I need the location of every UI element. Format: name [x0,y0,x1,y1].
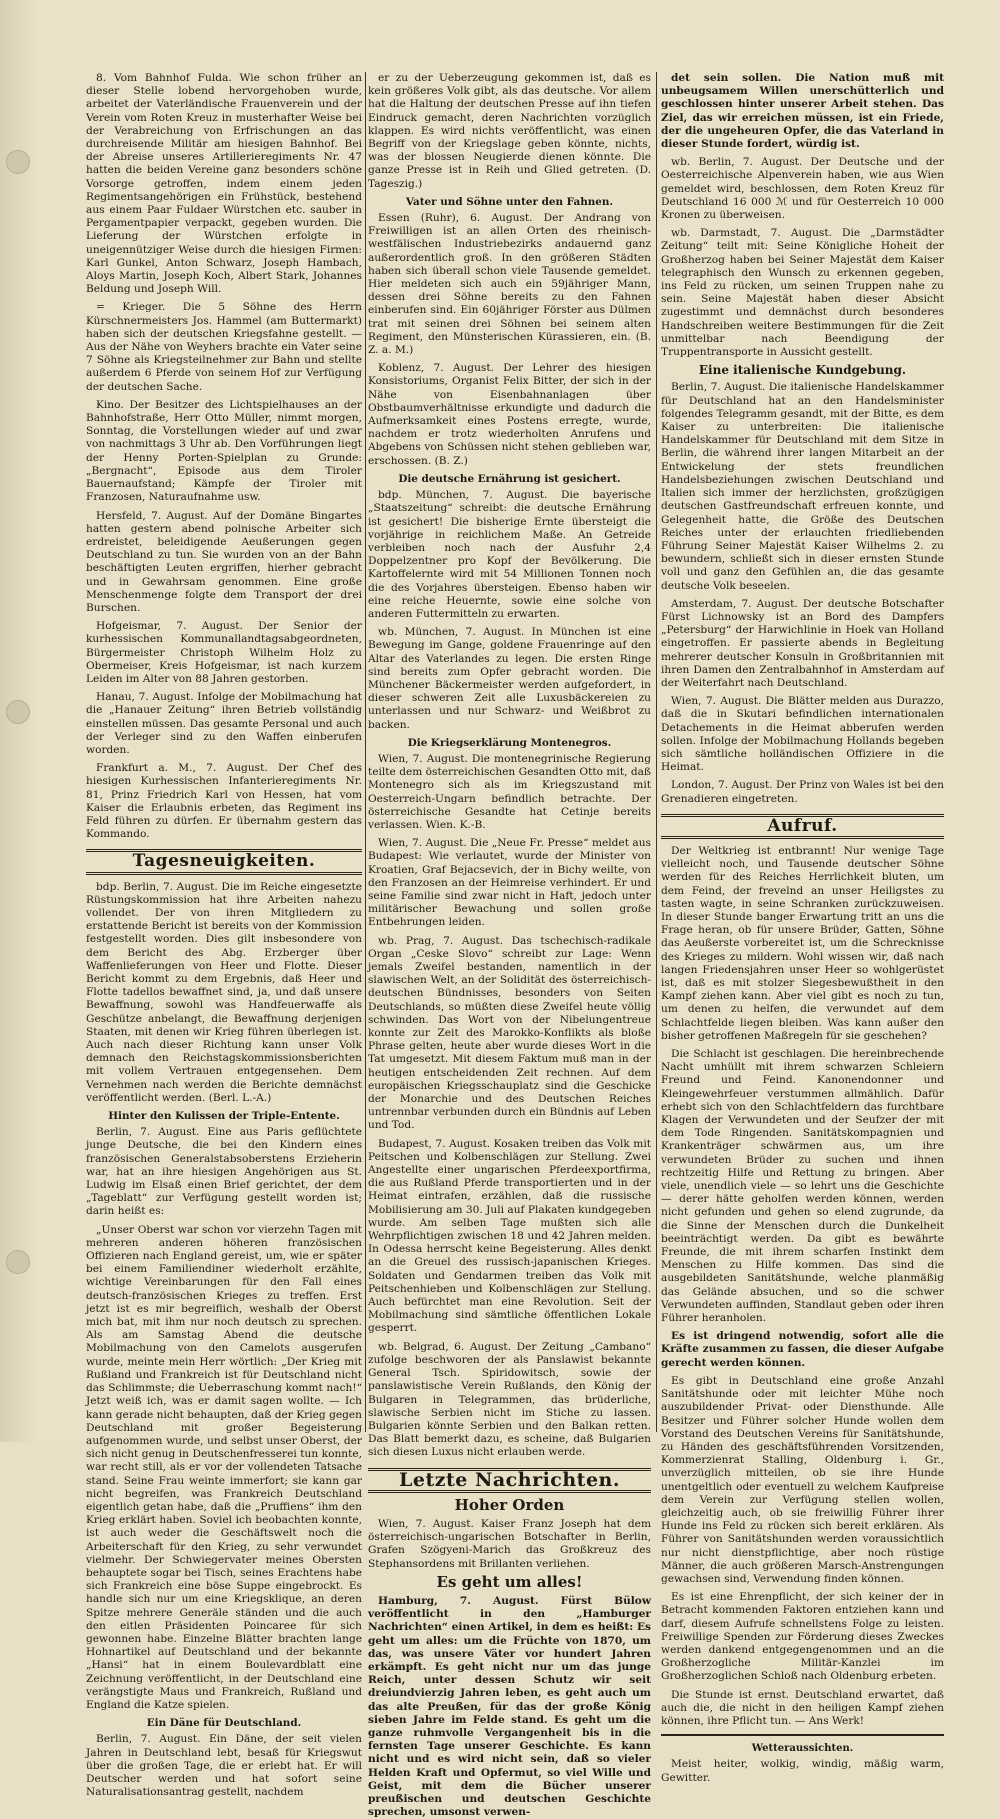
article-darmstadt: wb. Darmstadt, 7. August. Die „Darmstädter Zeitung“ teilt mit: Seine Königliche Hoheit der Großherzog haben bei Seiner Majestät dem Kaiser telegraphisch den Wunsch zu erkennen gegeben, ins Feld zu rücken, um seinen Truppen nahe zu sein. Seine Majestät haben dieser Absicht zugestimmt und demnächst durch besonderes Handschreiben weitere Bestimmungen für die Zeit unmittelbar nach Beendigung der Truppentransporte in Aussicht gestellt. [661,227,944,359]
article-wien-montenegro: Wien, 7. August. Die montenegrinische Regierung teilte dem österreichischen Gesandten Otto mit, daß Montenegro sich als im Kriegszustand mit Oesterreich-Ungarn befindlich betrachte. Der österreichische Gesandte hat Cetinje bereits verlassen. Wien. K.-B. [368,752,651,831]
binding-hole [6,700,30,724]
article-wien-durazzo: Wien, 7. August. Die Blätter melden aus Durazzo, daß die in Skutari befindlichen internationalen Detachements in die Heimat abberufen werden sollen. Infolge der Mobilmachung Hollands begeben sich sämtliche holländischen Offiziere in die Heimat. [661,695,944,774]
aufruf-paragraph-3: Es ist dringend notwendig, sofort alle die Kräfte zusammen zu fassen, die dieser Aufgabe gerecht werden können. [661,1330,944,1369]
article-hersfeld: Hersfeld, 7. August. Auf der Domäne Bingartes hatten gestern abend polnische Arbeiter sich erdreistet, beleidigende Aeußerungen gegen Deutschland zu tun. Sie wurden von an der Bahn beschäftigten Leuten ergriffen, hierher gebracht und in Gewahrsam genommen. Eine große Menschenmenge folgte dem Transport der drei Burschen. [86,509,362,614]
article-brief-zitat: „Unser Oberst war schon vor vierzehn Tagen mit mehreren anderen höheren französischen Offizieren nach England gereist, um, wie er später bei einem Familiendiner wiederholt erzählte, wichtige Vereinbarungen für den Fall eines deutsch-französischen Krieges zu treffen. Erst jetzt ist es mir begreiflich, weshalb der Oberst mich bat, mit ihm nur noch deutsch zu sprechen. Als am Samstag Abend die deutsche Mobilmachung von den Camelots ausgerufen wurde, meinte mein Herr wörtlich: „Der Krieg mit Rußland und Frankreich ist für Deutschland nicht das Schlimmste; die Ueberraschung kommt nach!“ Jetzt weiß ich, was er damit sagen wollte. — Ich kann gerade nicht behaupten, daß der Krieg gegen Deutschland mit großer Begeisterung aufgenommen wurde, und selbst unser Oberst, der sich nicht genug in Deutschenfresserei tun konnte, war recht still, als er vor der vollendeten Tatsache stand. Seine Frau weinte immerfort; sie kann gar nicht begreifen, was Frankreich Deutschland eigentlich getan habe, daß die „Pruffiens“ ihm den Krieg erklärt haben. Soviel ich beobachten konnte, ist auch weder die Geschäftswelt noch die Arbeiterschaft für den Krieg, zu sehr verwundet vielmehr. Der Schwiegervater meines Obersten behauptete sogar bei Tisch, seines Erachtens habe sich Frankreich eine böse Suppe eingebrockt. Es handle sich nur um eine Kriegsklique, an deren Spitze mehrere Generäle ständen und die auch den eitlen Präsidenten Poincaree für sich gewonnen habe. Einzelne Blätter brachten lange Hohnartikel auf Deutschland und der bekannte „Hansi“ hat in einem Boulevardblatt eine Zeichnung veröffentlicht, in der Deutschland eine verängstigte Maus und Frankreich, Rußland und England die Katze spielen. [86,1223,362,1711]
article-krieger: = Krieger. Die 5 Söhne des Herrn Kürschnermeisters Jos. Hammel (am Buttermarkt) haben sich der deutschen Kriegsfahne gestellt. — Aus der Nähe von Weyhers brachte ein Vater seine 7 Söhne als Kriegsteilnehmer zur Bahn und stellte außerdem 6 Pferde von seinem Hof zur Verfügung der deutschen Sache. [86,301,362,393]
aufruf-paragraph-5: Es ist eine Ehrenpflicht, der sich keiner der in Betracht kommenden Faktoren entziehen kann und darf, diesem Aufrufe schnellstens Folge zu leisten. Freiwillige Spenden zur Förderung dieses Zweckes werden dankend entgegengenommen und an die Großherzogliche Militär-Kanzlei im Großherzoglichen Schloß nach Oldenburg erbeten. [661,1591,944,1683]
article-belgrad: wb. Belgrad, 6. August. Der Zeitung „Cambano“ zufolge beschworen der als Panslawist bekannte General Tsch. Spiridowitsch, sowie der panslawistische Verein Rußlands, den König der Bulgaren in Telegrammen, das brüderliche, slawische Serbien nicht im Stiche zu lassen. Bulgarien könnte Serbien und den Balkan retten. Das Blatt bemerkt dazu, es scheine, daß Bulgarien sich diesen Luxus nicht erlauben werde. [368,1340,651,1459]
weather-box [661,1734,944,1785]
section-heading-tagesneuigkeiten: Tagesneuigkeiten. [86,849,362,874]
section-heading-aufruf: Aufruf. [661,814,944,839]
article-wien-budapest: Wien, 7. August. Die „Neue Fr. Presse“ meldet aus Budapest: Wie verlautet, wurde der Minister von Kroatien, Graf Bejacsevich, der in Bichy weilte, von den Franzosen an der Heimreise verhindert. Er und seine Familie sind zwar nicht in Haft, jedoch unter militärischer Bewachung und sollen große Entbehrungen leiden. [368,837,651,929]
article-daene-continued: er zu der Ueberzeugung gekommen ist, daß es kein größeres Volk gibt, als das deutsche. Vor allem hat die Haltung der deutschen Presse auf ihn tiefen Eindruck gemacht, deren Nachrichten vorzüglich klappen. Es wird nichts veröffentlicht, was einen Begriff von der Kriegslage geben könnte, nichts, was der blossen Neugierde dienen könnte. Die ganze Presse ist in Reih und Glied getreten. (D. Tageszig.) [368,72,651,190]
article-prag: wb. Prag, 7. August. Das tschechisch-radikale Organ „Ceske Slovo“ schreibt zur Lage: Wenn jemals Zweifel bestanden, namentlich in der slawischen Welt, an der Solidität des österreichisch-deutschen Bündnisses, besonders von Seiten Deutschlands, so müßten diese Zweifel heute völlig schwinden. Das Wort von der Nibelungentreue konnte zur Zeit des Marokko-Konflikts als bloße Phrase gelten, heute aber wurde dieses Wort in die Tat umgesetzt. Mit diesem Faktum muß man in der heutigen entscheidenden Zeit rechnen. Auf dem europäischen Kriegsschauplatz sind die Geschicke der Monarchie und des Deutschen Reiches untrennbar verbunden durch ein Bündnis auf Leben und Tod. [368,934,651,1132]
article-italienische-handelskammer: Berlin, 7. August. Die italienische Handelskammer für Deutschland hat an den Handelsminister folgendes Telegramm gesandt, mit der Bitte, es dem Kaiser zu unterbreiten: Die italienische Handelskammer für Deutschland mit dem Sitze in Berlin, die während ihrer langen Mitarbeit an der Entwickelung der stets freundlichen Handelsbeziehungen zwischen Deutschland und Italien sich immer der herzlichsten, großzügigen deutschen Gastfreundschaft erfreuen konnte, und Gelegenheit hatte, die Größe des Deutschen Reiches unter der erlauchten friedliebenden Führung Seiner Majestät Kaiser Wilhelms 2. zu bewundern, schließt sich in dieser ernsten Stunde voll und ganz den Gefühlen an, die das gesamte deutsche Volk beseelen. [661,381,944,592]
article-kino: Kino. Der Besitzer des Lichtspielhauses an der Bahnhofstraße, Herr Otto Müller, nimmt morgen, Sonntag, die Vorstellungen wieder auf und zwar von nachmittags 3 Uhr ab. Den Vorführungen liegt der Henny Porten-Spielplan zu Grunde: „Bergnacht“, Episode aus dem Tiroler Bauernaufstand; Kämpfe der Tiroler mit Franzosen, Naturaufnahme usw. [86,398,362,504]
column-right [661,72,944,1784]
article-koblenz: Koblenz, 7. August. Der Lehrer des hiesigen Konsistoriums, Organist Felix Bitter, der sich in der Nähe von Eisenbahnanlagen über Obstbaumverhältnisse erkundigte und dadurch die Aufmerksamkeit eines Postens erregte, wurde, nachdem er trotz wiederholten Anrufens und Abgebens von Schüssen nicht stehen geblieben war, erschossen. (B. Z.) [368,362,651,467]
article-essen: Essen (Ruhr), 6. August. Der Andrang von Freiwilligen ist an allen Orten des rheinisch-westfälischen Industriebezirks andauernd ganz außerordentlich groß. In den größeren Städten haben sich überall schon viele Tausende gemeldet. Hier meldeten sich auch ein 59jähriger Mann, dessen drei Söhne bereits zu den Fahnen einberufen sind. Ein 60jähriger Förster aus Dülmen trat mit seinen drei Söhnen bei seinem alten Regiment, den Münsterischen Kürassieren, ein. (B. Z. a. M.) [368,212,651,357]
article-amsterdam: Amsterdam, 7. August. Der deutsche Botschafter Fürst Lichnowsky ist an Bord des Dampfers „Petersburg“ der Harwichlinie in Hoek van Holland eingetroffen. Er passierte abends in Begleitung mehrerer deutscher Konsuln in Großbritannien mit ihren Damen den Zentralbahnhof in Amsterdam auf der Weiterfahrt nach Deutschland. [661,597,944,689]
column-middle [368,72,651,1819]
subheading-hoher-orden: Hoher Orden [454,1495,565,1514]
article-wien-orden: Wien, 7. August. Kaiser Franz Joseph hat dem österreichisch-ungarischen Botschafter in Berlin, Grafen Szögyeni-Marich das Großkreuz des Stephansordens mit Brillanten verliehen. [368,1517,651,1570]
article-ruestungskommission: bdp. Berlin, 7. August. Die im Reiche eingesetzte Rüstungskommission hat ihre Arbeiten nahezu vollendet. Der von ihren Mitgliedern zu erstattende Bericht ist bereits von der Kommission festgestellt worden. Dies gilt insbesondere von dem Bericht des Abg. Erzberger über Waffenlieferungen von Heer und Flotte. Dieser Bericht kommt zu dem Ergebnis, daß Heer und Flotte tadellos bewaffnet sind, ja, und daß unsere Bewaffnung, sowohl was Handfeuerwaffe als Geschütze anbelangt, die Bewaffnung derjenigen Staaten, mit denen wir Krieg führen überlegen ist. Auch nach dieser Richtung kann unser Volk demnach den Reichstagskommissionsberichten mit vollem Vertrauen entgegensehen. Dem Vernehmen nach werden die Berichte demnächst veröffentlicht werden. (Berl. L.-A.) [86,880,362,1104]
article-daene: Berlin, 7. August. Ein Däne, der seit vielen Jahren in Deutschland lebt, besaß für Kriegswut über die großen Tage, die er erlebt hat. Er will Deutscher werden und hat sofort seine Naturalisationsantrag gestellt, nachdem [86,1733,362,1799]
column-rule [365,72,366,1432]
article-budapest-kosaken: Budapest, 7. August. Kosaken treiben das Volk mit Peitschen und Kolbenschlägen zur Stellung. Zwei Angestellte einer ungarischen Pferdeexportfirma, die aus Rußland Pferde transportierten und in der Heimat eintrafen, erzählen, daß die russische Mobilisierung am 30. Juli auf Plakaten kundgegeben wurde. Am selben Tage mußten sich alle Wehrpflichtigen zwischen 18 und 42 Jahren melden. In Odessa herrscht keine Begeisterung. Alles denkt an die Greuel des russisch-japanischen Krieges. Soldaten und Gendarmen treiben das Volk mit Peitschenhieben und Kolbenschlägen zur Stellung. Auch befürchtet man eine Revolution. Seit der Mobilmachung sind sämtliche öffentlichen Lokale gesperrt. [368,1137,651,1335]
article-hofgeismar: Hofgeismar, 7. August. Der Senior der kurhessischen Kommunallandtagsabgeordneten, Bürgermeister Christoph Wilhelm Holz zu Obermeiser, Kreis Hofgeismar, ist nach kurzem Leiden im Alter von 88 Jahren gestorben. [86,620,362,685]
article-hanau: Hanau, 7. August. Infolge der Mobilmachung hat die „Hanauer Zeitung“ ihren Betrieb vollständig einstellen müssen. Das gesamte Personal und auch der Verleger sind zu den Waffen einberufen worden. [86,691,362,756]
subheading-wetteraussichten: Wetteraussichten. [751,1743,854,1755]
article-muenchen-ernte: bdp. München, 7. August. Die bayerische „Staatszeitung“ schreibt: die deutsche Ernährung ist gesichert! Die bisherige Ernte übersteigt die vorjährige in reichlichem Maße. An Getreide verbleiben noch nach der Ausfuhr 2,4 Doppelzentner pro Kopf der Bevölkerung. Die Kartoffelernte wird mit 54 Millionen Tonnen noch die des Vorjahres übersteigen. Ebenso haben wir eine reiche Heuernte, sowie eine solche von anderen Futtermitteln zu erwarten. [368,489,651,620]
subheading-ernaehrung: Die deutsche Ernährung ist gesichert. [398,472,621,485]
subheading-kulissen: Hinter den Kulissen der Triple-Entente. [108,1110,340,1123]
binding-hole [6,150,30,174]
aufruf-paragraph-2: Die Schlacht ist geschlagen. Die hereinbrechende Nacht umhüllt mit ihrem schwarzen Schleiern Freund und Feind. Kanonendonner und Kleingewehrfeuer verstummen allmählich. Dafür erhebt sich von den Schlachtfeldern das furchtbare Klagen der Verwundeten und der Seufzer der mit dem Tode Ringenden. Sanitätskompagnien und Krankenträger schwärmen aus, um ihre verwundeten Brüder zu suchen und ihnen rechtzeitig Hilfe und Rettung zu bringen. Aber viele, unendlich viele — so lehrt uns die Geschichte — derer hätte geholfen werden können, werden nicht gefunden und gehen so elend zugrunde, da die Sinne der Menschen durch die Dunkelheit beeinträchtigt werden. Da gibt es bewährte Freunde, die mit ihrem scharfen Instinkt dem Menschen zu Hilfe kommen. Das sind die ausgebildeten Sanitätshunde, welche planmäßig das Gelände absuchen, und so die schwer Verwundeten auffinden, Standlaut geben oder ihren Führer heranholen. [661,1048,944,1325]
subheading-montenegro: Die Kriegserklärung Montenegros. [407,736,612,749]
subheading-es-geht-um-alles: Es geht um alles! [436,1572,583,1591]
article-buelow-continued: det sein sollen. Die Nation muß mit unbeugsamem Willen unerschütterlich und geschlossen hinter unserer Arbeit stehen. Das Ziel, das wir erreichen müssen, ist ein Friede, der die ungeheuren Opfer, die das Vaterland in dieser Stunde fordert, würdig ist. [661,72,944,151]
aufruf-paragraph-4: Es gibt in Deutschland eine große Anzahl Sanitätshunde oder mit leichter Mühe noch auszubildender Privat- oder Diensthunde. Alle Besitzer und Führer solcher Hunde wollen dem Vorstand des Deutschen Vereins für Sanitätshunde, zu Händen des geschäftsführenden Vorsitzenden, Kommerzienrat Stalling, Oldenburg i. Gr., unverzüglich mitteilen, ob sie ihre Hunde unentgeltlich oder eventuell zu welchem Kaufpreise dem Verein zur Verfügung stellen wollen, gleichzeitig auch, ob sie freiwillig Führer ihrer Hunde ins Feld zu rücken sich bereit erklären. Als Führer von Sanitätshunden werden voraussichtlich nur nicht dienstpflichtige, aber noch rüstige Männer, die auch größeren Marsch-Anstrengungen gewachsen sind, Verwendung finden können. [661,1374,944,1585]
section-heading-letzte-nachrichten: Letzte Nachrichten. [368,1468,651,1493]
subheading-italienische-kundgebung: Eine italienische Kundgebung. [698,363,907,378]
weather-forecast: Meist heiter, wolkig, windig, mäßig warm, Gewitter. [661,1758,944,1784]
subheading-daene: Ein Däne für Deutschland. [146,1717,302,1730]
article-london: London, 7. August. Der Prinz von Wales ist bei den Grenadieren eingetreten. [661,779,944,805]
aufruf-paragraph-6: Die Stunde ist ernst. Deutschland erwartet, daß auch die, die nicht in den heiligen Kampf ziehen können, ihre Pflicht tun. — Ans Werk! [661,1688,944,1727]
article-bahnhof-fulda: 8. Vom Bahnhof Fulda. Wie schon früher an dieser Stelle lobend hervorgehoben wurde, arbeitet der Vaterländische Frauenverein und der Verein vom Roten Kreuz in musterhafter Weise bei der Verabreichung von Erfrischungen an das durchreisende Militär am hiesigen Bahnhof. Bei der Abreise unseres Artillerieregiments Nr. 47 hatten die beiden Vereine ganz besonders schöne Vorsorge getroffen, indem einem jeden Regimentsangehörigen ein Frühstück, bestehend aus einem Paar Fuldaer Würstchen etc. sauber in Pergamentpapier verpackt, gegeben wurden. Die Lieferung der Würstchen erfolgte in uneigennütziger Weise durch die hiesigen Firmen: Karl Gunkel, Anton Schwarz, Joseph Hambach, Aloys Martin, Joseph Koch, Albert Stark, Johannes Beldung und Joseph Will. [86,72,362,296]
article-alpenverein: wb. Berlin, 7. August. Der Deutsche und der Oesterreichische Alpenverein haben, wie aus Wien gemeldet wird, beschlossen, dem Roten Kreuz für Deutschland 16 000 ℳ und für Oesterreich 10 000 Kronen zu überweisen. [661,156,944,222]
article-muenchen-ringe: wb. München, 7. August. In München ist eine Bewegung im Gange, goldene Frauenringe auf den Altar des Vaterlandes zu legen. Die ersten Ringe sind bereits zum Opfer gebracht worden. Die Münchener Bäckermeister werden aufgefordert, in dieser schweren Zeit alle Luxusbäckereien zu unterlassen und nur Schwarz- und Weißbrot zu backen. [368,626,651,731]
binding-hole [6,1250,30,1274]
column-rule [656,72,657,1432]
subheading-vater-soehne: Vater und Söhne unter den Fahnen. [405,195,614,208]
column-left [86,72,362,1799]
article-hamburg-buelow: Hamburg, 7. August. Fürst Bülow veröffentlicht in den „Hamburger Nachrichten“ einen Artikel, in dem es heißt: Es geht um alles: um die Früchte von 1870, um das, was unsere Väter vor hundert Jahren erkämpft. Es geht nicht nur um das junge Reich, unter dessen Schutz wir seit dreiundvierzig Jahren leben, es geht auch um das alte Preußen, für das der große König sieben Jahre im Felde stand. Es geht um die ganze ruhmvolle Vergangenheit bis in die fernsten Tage unserer Geschichte. Es kann nicht und es wird nicht sein, daß so vieler Helden Kraft und Opfermut, so viel Wille und Geist, mit dem die Bücher unserer preußischen und deutschen Geschichte sprechen, umsonst verwen- [368,1594,651,1819]
article-paris-erzieherin: Berlin, 7. August. Eine aus Paris geflüchtete junge Deutsche, die bei den Kindern eines französischen Generalstabsoberstens Erzieherin war, hat an ihre hiesigen Angehörigen aus St. Ludwig im Elsaß einen Brief gerichtet, der dem „Tageblatt“ zur Verfügung gestellt worden ist; darin heißt es: [86,1126,362,1218]
aufruf-paragraph-1: Der Weltkrieg ist entbrannt! Nur wenige Tage vielleicht noch, und Tausende deutscher Söhne werden für des Reiches Herrlichkeit bluten, um dem Feind, der frevelnd an unser Heiligstes zu tasten wagte, in seine Schranken zurückzuweisen. In dieser Stunde banger Erwartung tritt an uns die Frage heran, ob für unsere Brüder, Gatten, Söhne das Aeußerste vorbereitet ist, um die Schrecknisse des Krieges zu mildern. Wohl wissen wir, daß nach langen Friedensjahren unser Heer so wohlgerüstet ist, daß es mit stolzer Siegesbewußtheit in den Kampf ziehen kann. Aber viel gibt es noch zu tun, um denen zu helfen, die verwundet auf dem Schlachtfelde liegen bleiben. Was kann außer den bisher getroffenen Maßregeln für sie geschehen? [661,844,944,1042]
article-frankfurt: Frankfurt a. M., 7. August. Der Chef des hiesigen Kurhessischen Infanterieregiments Nr. 81, Prinz Friedrich Karl von Hessen, hat vom Kaiser die Erlaubnis erbeten, das Regiment ins Feld führen zu dürfen. Er übernahm gestern das Kommando. [86,762,362,841]
